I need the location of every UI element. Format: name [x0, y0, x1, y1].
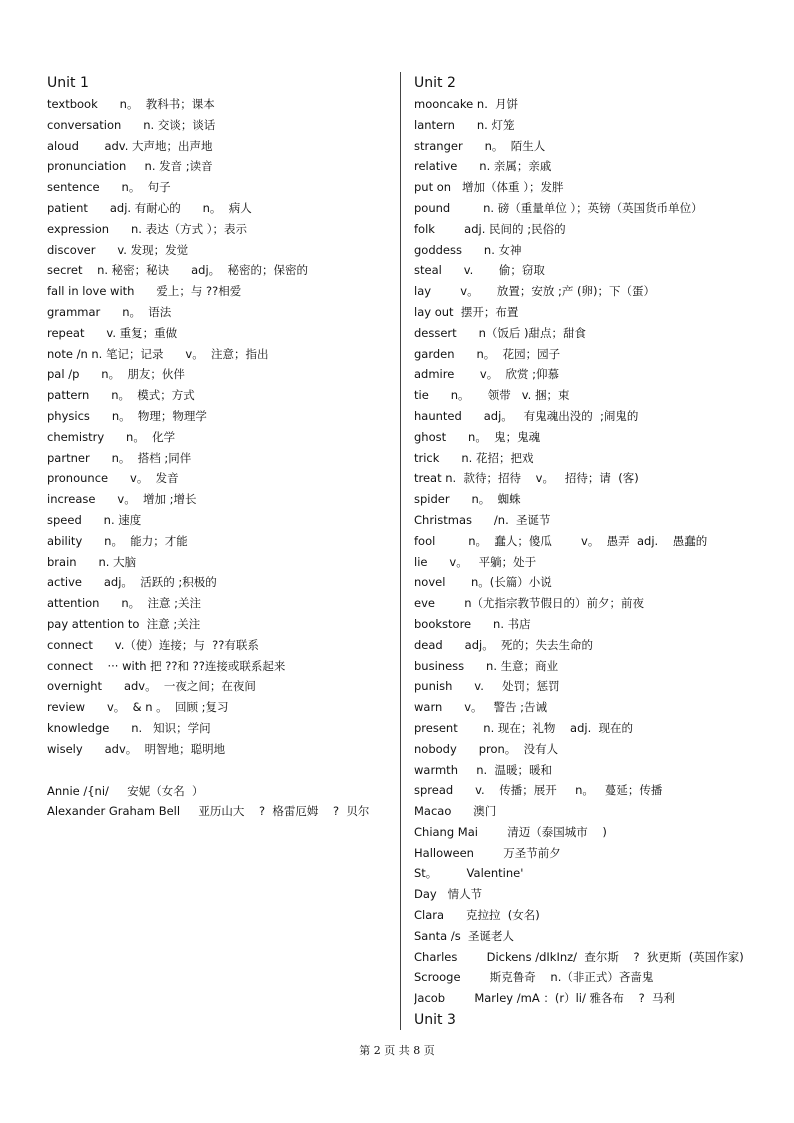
vocab-entry: speed n. 速度: [47, 512, 142, 527]
vocab-entry: fall in love with 爱上；与 ??相爱: [47, 284, 242, 299]
vocab-entry: Halloween 万圣节前夕: [414, 845, 561, 860]
vocab-entry: admire v。 欣赏 ;仰慕: [414, 367, 560, 382]
vocab-entry: warn v。 警告 ;告诫: [414, 700, 548, 715]
unit-2-vocabulary-list: [414, 94, 764, 1009]
vocab-entry: discover v. 发现；发觉: [47, 242, 189, 257]
vocab-entry: ability n。 能力；才能: [47, 533, 188, 548]
vocab-entry: ghost n。 鬼；鬼魂: [414, 429, 541, 444]
vocab-entry: note /n n. 笔记；记录 v。 注意；指出: [47, 346, 269, 361]
vocab-entry: business n. 生意；商业: [414, 658, 559, 673]
vocab-entry: brain n. 大脑: [47, 554, 137, 569]
vocab-entry: warmth n. 温暖；暖和: [414, 762, 553, 777]
page-footer: 第 2 页 共 8 页: [359, 1044, 435, 1057]
vocab-entry: eve n（尤指宗教节假日的）前夕；前夜: [414, 596, 644, 611]
vocab-entry: Day 情人节: [414, 887, 483, 902]
vocab-entry: garden n。 花园；园子: [414, 346, 561, 361]
vocab-entry: connect v.（使）连接；与 ??有联系: [47, 637, 259, 652]
vocab-entry: relative n. 亲属；亲戚: [414, 159, 552, 174]
vocab-entry: partner n。 搭档 ;同伴: [47, 450, 192, 465]
vocab-entry: pronunciation n. 发音 ;读音: [47, 159, 213, 174]
vocab-entry: pay attention to 注意 ;关注: [47, 616, 201, 631]
vocab-entry: St。 Valentine': [414, 866, 524, 881]
vocab-entry: review v。 & n 。 回顾 ;复习: [47, 700, 229, 715]
vocab-entry: expression n. 表达（方式 ）；表示: [47, 221, 247, 236]
vocab-entry: Macao 澳门: [414, 804, 497, 819]
vocab-entry: nobody pron。 没有人: [414, 741, 559, 756]
vocab-entry: secret n. 秘密；秘诀 adj。 秘密的；保密的: [47, 263, 308, 278]
right-column: [414, 73, 764, 1031]
unit-1-names-list: [47, 781, 387, 823]
vocab-entry: goddess n. 女神: [414, 242, 522, 257]
vocab-entry: patient adj. 有耐心的 n。 病人: [47, 200, 252, 215]
vocab-entry: pronounce v。 发音: [47, 471, 179, 486]
vocab-entry: Chiang Mai 清迈（泰国城市 ): [414, 824, 607, 839]
vocab-entry: conversation n. 交谈；谈话: [47, 117, 216, 132]
vocab-entry: put on 增加（体重 ）；发胖: [414, 180, 564, 195]
vocab-entry: tie n。 领带 v. 捆；束: [414, 388, 570, 403]
vocab-entry: mooncake n. 月饼: [414, 97, 519, 111]
vocab-entry: aloud adv. 大声地；出声地: [47, 138, 213, 153]
vocab-entry: wisely adv。 明智地；聪明地: [47, 741, 226, 756]
vocab-entry: repeat v. 重复；重做: [47, 325, 178, 340]
vocab-entry: sentence n。 句子: [47, 180, 171, 195]
vocab-entry: lay out 摆开；布置: [414, 304, 519, 319]
vocab-entry: textbook n。 教科书；课本: [47, 97, 215, 111]
vocab-entry: pound n. 磅（重量单位 ）；英镑（英国货币单位）: [414, 200, 703, 215]
vocab-entry: spread v. 传播；展开 n。 蔓延；传播: [414, 783, 663, 798]
vocab-entry: haunted adj。 有鬼魂出没的 ;闹鬼的: [414, 408, 639, 423]
spacer: [47, 760, 387, 781]
vocab-entry: spider n。 蜘蛛: [414, 492, 521, 507]
vocab-entry: lie v。 平躺；处于: [414, 554, 537, 569]
vocab-entry: novel n。(长篇）小说: [414, 575, 552, 590]
vocab-entry: overnight adv。 一夜之间；在夜间: [47, 679, 256, 694]
vocab-entry: treat n. 款待；招待 v。 招待；请 (客): [414, 471, 639, 486]
unit-3-heading: Unit 3: [414, 1012, 456, 1029]
unit-1-vocabulary-list: [47, 94, 387, 760]
vocab-entry: physics n。 物理；物理学: [47, 408, 207, 423]
vocab-entry: present n. 现在；礼物 adj. 现在的: [414, 720, 634, 735]
vocab-entry: connect ··· with 把 ??和 ??连接或联系起来: [47, 658, 286, 673]
vocab-entry: fool n。 蠢人；傻瓜 v。 愚弄 adj. 愚蠢的: [414, 533, 708, 548]
vocab-entry: Scrooge 斯克鲁奇 n.（非正式）吝啬鬼: [414, 970, 654, 985]
vocab-entry: Annie /{ni/ 安妮（女名 ）: [47, 783, 204, 798]
vocab-entry: punish v. 处罚；惩罚: [414, 679, 560, 694]
vocab-entry: active adj。 活跃的 ;积极的: [47, 575, 217, 590]
vocab-entry: Alexander Graham Bell 亚历山大 ? 格雷厄姆 ? 贝尔: [47, 804, 370, 819]
vocab-entry: pal /p n。 朋友；伙伴: [47, 367, 185, 382]
vocab-entry: Charles Dickens /dIkInz/ 查尔斯 ? 狄更斯 (英国作家): [414, 949, 744, 964]
vocab-entry: dessert n（饭后 )甜点；甜食: [414, 325, 587, 340]
vocab-entry: pattern n。 模式；方式: [47, 388, 195, 403]
vocab-entry: lantern n. 灯笼: [414, 117, 515, 132]
vocab-entry: knowledge n. 知识；学问: [47, 720, 211, 735]
vocab-entry: trick n. 花招；把戏: [414, 450, 534, 465]
vocab-entry: grammar n。 语法: [47, 304, 172, 319]
vocab-entry: dead adj。 死的；失去生命的: [414, 637, 594, 652]
vocab-entry: stranger n。 陌生人: [414, 138, 546, 153]
vocab-entry: folk adj. 民间的 ;民俗的: [414, 221, 566, 236]
unit-2-heading: Unit 2: [414, 75, 456, 91]
unit-1-heading: Unit 1: [47, 75, 89, 91]
vocab-entry: Jacob Marley /mA ：(r）li/ 雅各布 ? 马利: [414, 991, 676, 1006]
vocab-entry: Christmas /n. 圣诞节: [414, 512, 551, 527]
vocab-entry: increase v。 增加 ;增长: [47, 492, 197, 507]
vocab-entry: Santa /s 圣诞老人: [414, 928, 515, 943]
vocab-entry: attention n。 注意 ;关注: [47, 596, 202, 611]
vocab-entry: chemistry n。 化学: [47, 429, 176, 444]
vocab-entry: lay v。 放置；安放 ;产 (卵)；下（蛋）: [414, 284, 656, 299]
vocab-entry: Clara 克拉拉 (女名): [414, 908, 540, 923]
column-divider: [400, 72, 401, 1030]
vocab-entry: steal v. 偷；窃取: [414, 263, 545, 278]
left-column: [47, 73, 387, 822]
vocab-entry: bookstore n. 书店: [414, 616, 531, 631]
